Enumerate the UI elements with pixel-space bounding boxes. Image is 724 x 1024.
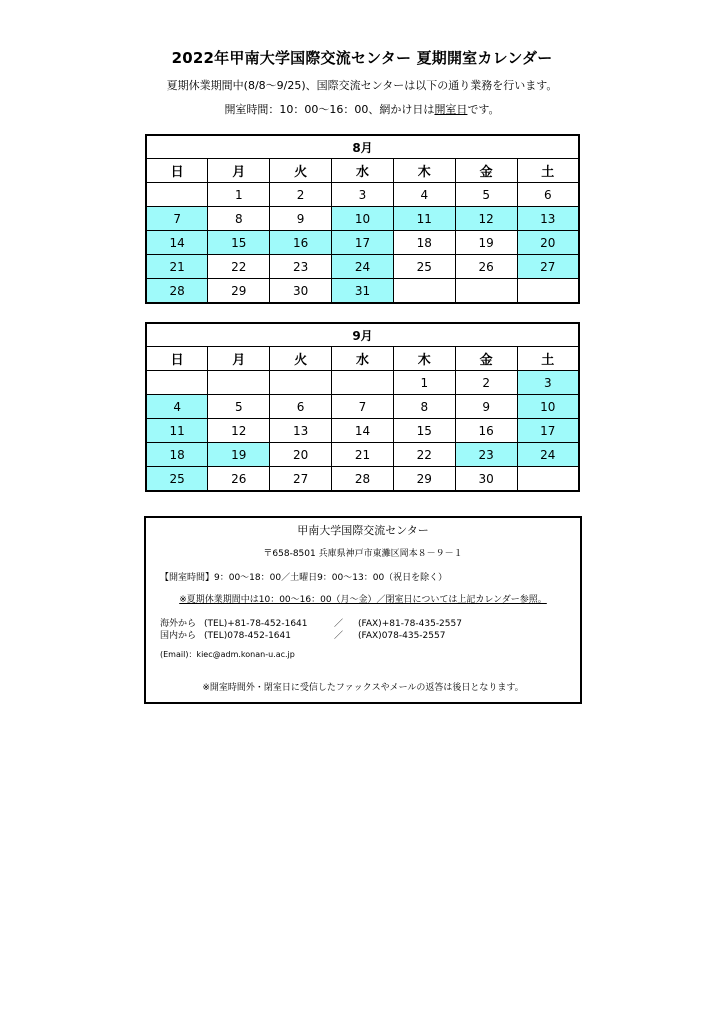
open-day-cell: 21 (146, 255, 208, 279)
day-cell: 22 (208, 255, 270, 279)
week-row (146, 183, 579, 207)
weekday-header: 木 (393, 347, 455, 371)
empty-day-cell (517, 467, 579, 492)
day-cell: 29 (393, 467, 455, 492)
intro-hours-prefix: 開室時間：10：00～16：00、網かけ日は (224, 103, 435, 116)
intro-line-period: 夏期休業期間中(8/8～9/25)、国際交流センターは以下の通り業務を行います。 (166, 79, 558, 92)
weekday-header: 水 (332, 347, 394, 371)
open-day-cell: 10 (517, 395, 579, 419)
day-cell: 30 (455, 467, 517, 492)
day-cell: 3 (332, 183, 394, 207)
weekday-header: 火 (270, 347, 332, 371)
open-day-cell: 13 (517, 207, 579, 231)
day-cell: 5 (208, 395, 270, 419)
abroad-tel: (TEL)+81-78-452-1641 (204, 619, 308, 629)
domestic-label: 国内から (160, 631, 197, 641)
domestic-fax: (FAX)078-435-2557 (358, 631, 446, 641)
open-day-cell: 31 (332, 279, 394, 304)
empty-day-cell (146, 183, 208, 207)
open-day-cell: 25 (146, 467, 208, 492)
open-day-cell: 27 (517, 255, 579, 279)
open-day-cell: 3 (517, 371, 579, 395)
open-day-cell: 15 (208, 231, 270, 255)
day-cell: 2 (270, 183, 332, 207)
week-row (146, 255, 579, 279)
day-cell: 26 (455, 255, 517, 279)
day-cell: 30 (270, 279, 332, 304)
domestic-separator: ／ (334, 631, 344, 641)
day-cell: 1 (208, 183, 270, 207)
day-cell: 29 (208, 279, 270, 304)
empty-day-cell (332, 371, 394, 395)
day-cell: 6 (517, 183, 579, 207)
day-cell: 7 (332, 395, 394, 419)
day-cell: 19 (455, 231, 517, 255)
calendar-september (145, 322, 580, 492)
weekday-header: 金 (455, 347, 517, 371)
open-day-cell: 7 (146, 207, 208, 231)
empty-day-cell (517, 279, 579, 304)
day-cell: 14 (332, 419, 394, 443)
intro-open-day-emphasis: 開室日 (434, 103, 468, 116)
week-row (146, 279, 579, 304)
day-cell: 21 (332, 443, 394, 467)
day-cell: 18 (393, 231, 455, 255)
summer-hours-note: ※夏期休業期間中は10：00～16：00（月～金）／閉室日については上記カレンダー参照。 (179, 595, 547, 605)
reply-footnote: ※開室時間外・閉室日に受信したファックスやメールの返答は後日となります。 (202, 683, 524, 693)
week-row (146, 231, 579, 255)
month-header: 8月 (146, 135, 579, 159)
month-header: 9月 (146, 323, 579, 347)
day-cell: 1 (393, 371, 455, 395)
weekday-header: 月 (208, 159, 270, 183)
center-name: 甲南大学国際交流センター (297, 524, 429, 537)
intro-line-hours (0, 101, 724, 117)
email-address: (Email)：kiec@adm.konan-u.ac.jp (160, 650, 295, 659)
empty-day-cell (208, 371, 270, 395)
week-row (146, 419, 579, 443)
abroad-fax: (FAX)+81-78-435-2557 (358, 619, 462, 629)
day-cell: 27 (270, 467, 332, 492)
open-day-cell: 24 (332, 255, 394, 279)
contact-info-box (144, 516, 582, 704)
open-day-cell: 14 (146, 231, 208, 255)
day-cell: 15 (393, 419, 455, 443)
week-row (146, 467, 579, 492)
domestic-tel: (TEL)078-452-1641 (204, 631, 291, 641)
open-day-cell: 16 (270, 231, 332, 255)
day-cell: 9 (270, 207, 332, 231)
day-cell: 22 (393, 443, 455, 467)
contact-domestic (160, 628, 445, 641)
day-cell: 28 (332, 467, 394, 492)
day-cell: 8 (393, 395, 455, 419)
open-day-cell: 24 (517, 443, 579, 467)
postal-address: 〒658-8501 兵庫県神戸市東灘区岡本８－９－１ (263, 549, 463, 559)
weekday-header: 日 (146, 347, 208, 371)
empty-day-cell (455, 279, 517, 304)
weekday-header: 月 (208, 347, 270, 371)
open-day-cell: 10 (332, 207, 394, 231)
open-day-cell: 12 (455, 207, 517, 231)
open-day-cell: 17 (332, 231, 394, 255)
abroad-separator: ／ (334, 619, 344, 629)
day-cell: 4 (393, 183, 455, 207)
day-cell: 8 (208, 207, 270, 231)
day-cell: 26 (208, 467, 270, 492)
open-day-cell: 11 (146, 419, 208, 443)
open-day-cell: 18 (146, 443, 208, 467)
open-day-cell: 17 (517, 419, 579, 443)
empty-day-cell (393, 279, 455, 304)
day-cell: 23 (270, 255, 332, 279)
calendar-august (145, 134, 580, 304)
weekday-header: 土 (517, 347, 579, 371)
weekday-header: 日 (146, 159, 208, 183)
open-day-cell: 11 (393, 207, 455, 231)
page-title: 2022年甲南大学国際交流センター 夏期開室カレンダー (171, 49, 553, 67)
weekday-header: 火 (270, 159, 332, 183)
day-cell: 5 (455, 183, 517, 207)
week-row (146, 207, 579, 231)
intro-hours-suffix: です。 (467, 103, 500, 116)
day-cell: 20 (270, 443, 332, 467)
weekday-header: 金 (455, 159, 517, 183)
day-cell: 9 (455, 395, 517, 419)
weekday-header: 木 (393, 159, 455, 183)
open-day-cell: 28 (146, 279, 208, 304)
open-day-cell: 23 (455, 443, 517, 467)
open-day-cell: 20 (517, 231, 579, 255)
open-day-cell: 4 (146, 395, 208, 419)
day-cell: 12 (208, 419, 270, 443)
week-row (146, 371, 579, 395)
day-cell: 25 (393, 255, 455, 279)
day-cell: 2 (455, 371, 517, 395)
day-cell: 6 (270, 395, 332, 419)
empty-day-cell (270, 371, 332, 395)
empty-day-cell (146, 371, 208, 395)
day-cell: 13 (270, 419, 332, 443)
weekday-header: 土 (517, 159, 579, 183)
open-day-cell: 19 (208, 443, 270, 467)
weekday-header: 水 (332, 159, 394, 183)
week-row (146, 443, 579, 467)
week-row (146, 395, 579, 419)
office-hours: 【開室時間】9：00～18：00／土曜日9：00～13：00（祝日を除く） (160, 573, 448, 583)
day-cell: 16 (455, 419, 517, 443)
abroad-label: 海外から (160, 619, 197, 629)
